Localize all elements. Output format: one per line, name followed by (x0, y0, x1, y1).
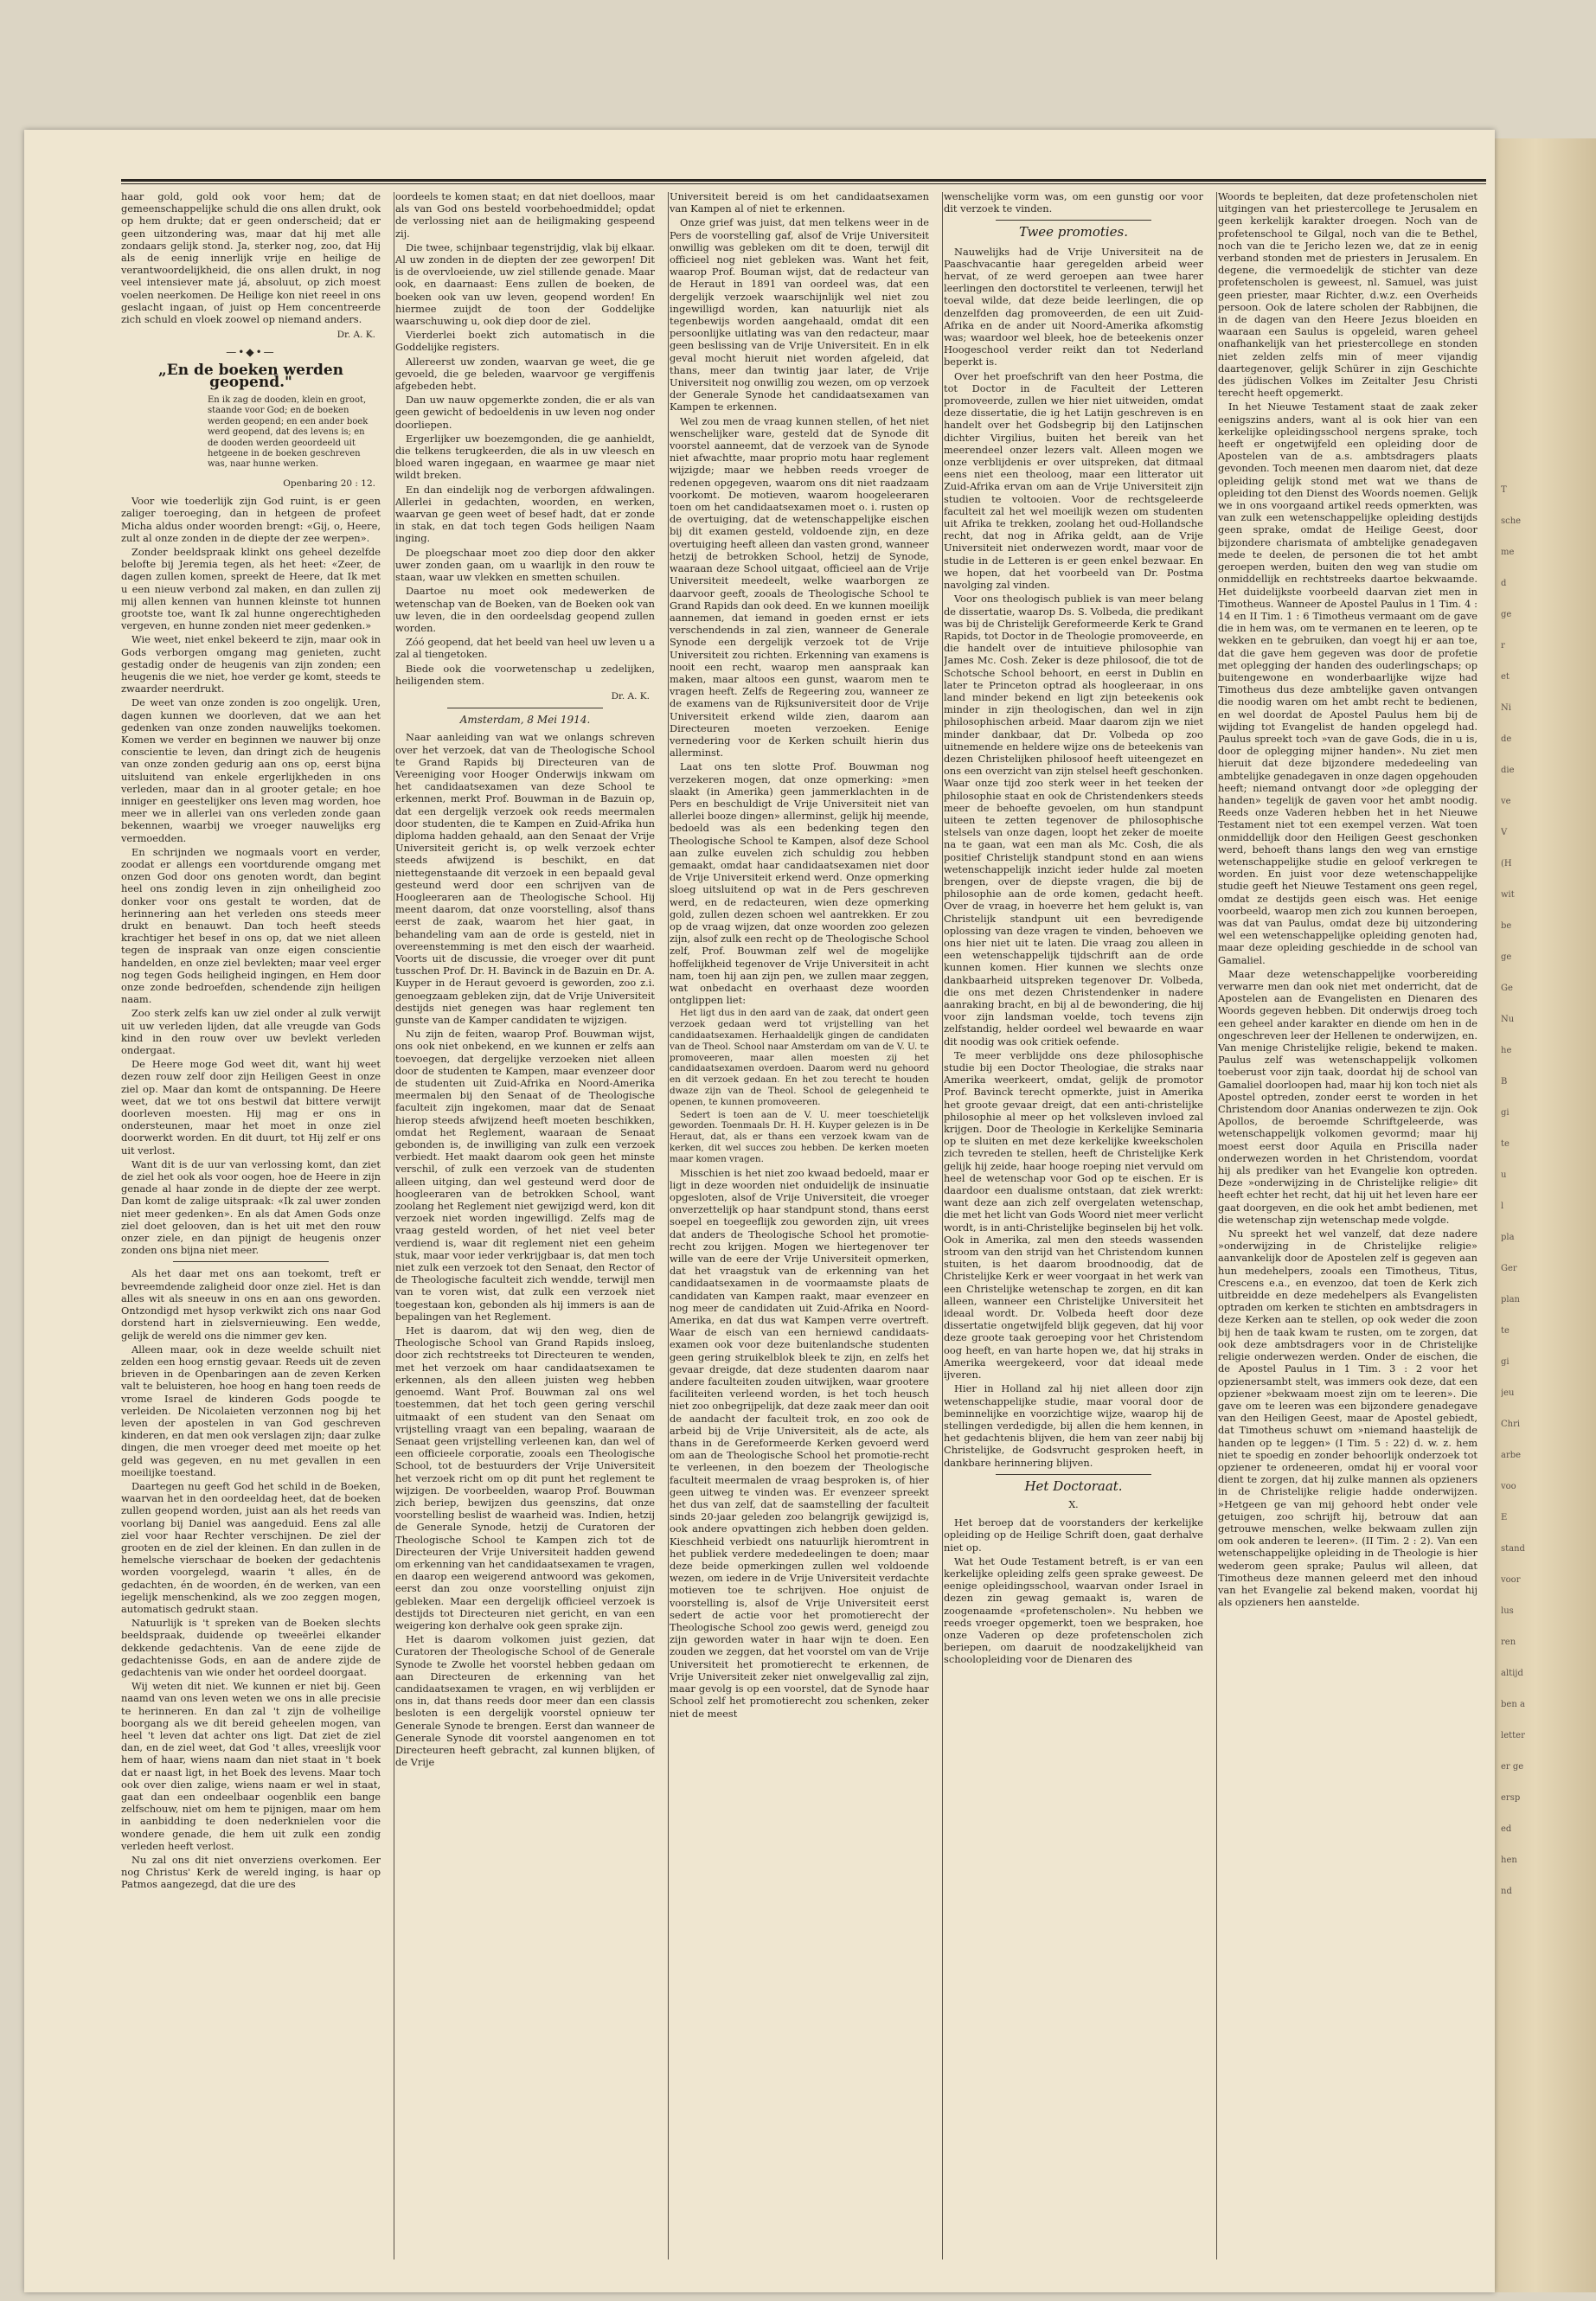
strip-fragment: ren (1501, 1638, 1516, 1647)
paragraph: Het is daarom volkomen juist gezien, dat Curatoren der Theologische School of de Generale Synode te Zwolle het voorstel hebben gedaan om aan Directeuren de erkenning van het candidaatsexamen te vragen, en wij verblijden er ons in, dat thans reeds door meer dan een classis besloten is een dergelijk voorstel opnieuw ter Generale Synode te brengen. Eerst dan wanneer de Generale Synode dit voorstel aangenomen en tot Directeuren heeft gebracht, zal kunnen blijken, of de Vrije (395, 1633, 655, 1769)
strip-fragment: wit (1501, 890, 1515, 900)
section-rule (996, 1474, 1151, 1475)
paragraph: Universiteit bereid is om het candidaatsexamen van Kampen al of niet te erkennen. (670, 190, 929, 215)
paragraph: Nu zal ons dit niet onverziens overkomen. Eer nog Christus' Kerk de wereld inging, is haar op Patmos aangezegd, dat die ure des (121, 1854, 381, 1891)
paragraph: Wel zou men de vraag kunnen stellen, of het niet wenschelijker ware, gesteld dat de Synode dit voorstel aanneemt, dat de verzoek van de Synode niet afwachtte, maar proprio motu haar reglement wijzigde; maar we hebben reeds vroeger de redenen opgegeven, waarom ons dit niet raadzaam voorkomt. De motieven, waarom hoogeleeraren toen om het candidaatsexamen moet o. i. rusten op de overtuiging, dat de wetenschappelijke eischen bij dit examen gesteld, voldoende zijn, en deze overtuiging heeft alleen dan vasten grond, wanneer hetzij de betrokken School, hetzij de Synode, waaraan deze School uitgaat, officieel aan de Vrije Universiteit meedeelt, welke waarborgen ze daarvoor geeft, zooals de Theologische School te Grand Rapids dan ook deed. En we kunnen moeilijk aannemen, dat iemand in goeden ernst er iets verschendends in zal zien, wanneer de Generale Synode een dergelijk verzoek tot de Vrije Universiteit zou richten. Erkenning van examens is nooit een recht, waarop men aanspraak kan maken, maar altoos een gunst, waarom men te vragen heeft. Zelfs de Regeering zou, wanneer ze de examens van de Rijksuniversiteit door de Vrije Universiteit erkend wilde zien, daarom aan Directeuren moeten verzoeken. Eenige vernedering voor de Kerken schuilt hierin dus allerminst. (670, 414, 929, 760)
strip-fragment: ve (1501, 797, 1511, 806)
strip-fragment: d (1501, 579, 1507, 588)
strip-fragment: T (1501, 485, 1507, 495)
paragraph: Laat ons ten slotte Prof. Bouwman nog verzekeren mogen, dat onze opmerking: »men slaakt (in Amerika) geen jammerklachten in de Pers en beschuldigt de Vrije Universiteit niet van allerlei booze dingen» allerminst, gelijk hij meende, bedoeld was als een bedenking tegen den Theologische School te Kampen, alsof deze School aan zulke euvelen zich schuldig zou hebben gemaakt, omdat haar candidaatsexamen niet door de Vrije Universiteit erkend werd. Onze opmerking sloeg uitsluitend op wat in de Pers geschreven werd, en de redacteuren, wien deze opmerking gold, zullen dezen schoen wel aantrekken. Er zou op de vraag wijzen, dat onze woorden zoo gelezen zijn, alsof zulk een recht op de Theologische School zelf, Prof. Bouwman zelf wel de mogelijke hoffelijkheid tegenover de Vrije Universiteit in acht nam, toen hij aan zijn pen, we zullen maar zeggen, wat onbedacht en overhaast deze woorden ontglippen liet: (670, 760, 929, 1007)
paragraph: Voor wie toederlijk zijn God ruint, is er geen zaliger toeroeging, dan in hetgeen de profeet Micha aldus onder woorden brengt: «Gij, o, Heere, zult al onze zonden in de diepte der zee werpen». (121, 495, 381, 544)
paragraph: Te meer verblijdde ons deze philosophische studie bij een Doctor Theologiae, die straks naar Amerika weerkeert, omdat, gelijk de promotor Prof. Bavinck terecht opmerkte, juist in Amerika het groote gevaar dreigt, dat een anti-christelijke philosophie al meer op het volksleven invloed zal krijgen. Door de Theologie in Kerkelijke Seminaria op te sluiten en met deze kerkelijke kweekscholen zich tevreden te stellen, heeft de Christelijke Kerk gelijk hij zeide, haar hooge roeping niet vervuld om heel de wetenschap voor God op te eischen. Er is daardoor een dualisme ontstaan, dat ziek wrerkt: want deze aan zich zelf overgelaten wetenschap, die met het licht van Gods Woord niet meer verlicht wordt, is in anti-Christelijke beginselen bij het volk. Ook in Amerika, zal men den steeds wassenden stroom van den strijd van het Christendom kunnen stuiten, is het daarom broodnoodig, dat de Christelijke Kerk er weer voorgaat in het werk van een Christelijke wetenschap te zorgen, en dit kan alleen, wanneer een Christelijke Universiteit het ideaal wordt. Dr. Volbeda heeft door deze dissertatie ongetwijfeld blijk gegeven, dat hij voor deze groote taak geroeping voor het Christendom oog heeft, en van harte hopen we, dat hij straks in Amerika weergekeerd, voor dat ideaal mede ijveren. (944, 1048, 1203, 1381)
paragraph: De weet van onze zonden is zoo ongelijk. Uren, dagen kunnen we doorleven, dat we aan het gedenken van onze zonden nauwelijks toekomen. Komen we verder en beginnen we nauwer bij onze conscientie te leven, dan dringt zich de heugenis van onze zonden gedurig aan ons op, eerst bijna uitsluitend van enkele ergerlijkheden in ons verleden, maar dan in al grooter getale; en hoe inniger en geestelijker ons leven mag worden, hoe meer we in allerlei van ons verleden zonde gaan bekennen, waarbij we vroeger nauwelijks erg vermoedden. (121, 696, 381, 844)
section-rule (173, 1261, 329, 1262)
paragraph: En schrijnden we nogmaals voort en verder, zoodat er allengs een voortdurende omgang met onzen God door ons genoten wordt, dan begint heel ons zondig leven in zijn onheiligheid zoo donker voor ons gestalt te worden, dat de herinnering aan het verleden ons steeds meer drukt en benauwt. Dan toch heeft steeds krachtiger het besef in ons op, dat we niet alleen tegen de inspraak van onze eigen conscientie handelden, en onze ziel bevlekten; maar veel erger nog tegen Gods heiligheid ingingen, en Hem door onze zonde bedroefden, schendende zijn heiligen naam. (121, 845, 381, 1006)
paragraph: Het beroep dat de voorstanders der kerkelijke opleiding op de Heilige Schrift doen, gaat derhalve niet op. (944, 1516, 1203, 1554)
section-headline: Twee promoties. (1018, 224, 1129, 240)
paragraph: Zóó geopend, dat het beeld van heel uw leven u a zal al tiengetoken. (395, 636, 655, 661)
quoted-paragraph: Sedert is toen aan de V. U. meer toeschietelijk geworden. Toenmaals Dr. H. H. Kuyper gelezen is in De Heraut, dat, als er thans een verzoek kwam van de kerken, dit wel succes zou hebben. De kerken moeten maar komen vragen. (670, 1109, 929, 1164)
paragraph: Allereerst uw zonden, waarvan ge weet, die ge gevoeld, die ge beleden, waarvoor ge vergiffenis afgebeden hebt. (395, 355, 655, 393)
strip-fragment: gi (1501, 1357, 1509, 1367)
paragraph: Daartoe nu moet ook medewerken de wetenschap van de Boeken, van de Boeken ook van uw leven, die in den oordeelsdag geopend zullen worden. (395, 585, 655, 634)
strip-fragment: (H (1501, 859, 1512, 868)
paragraph: Wij weten dit niet. We kunnen er niet bij. Geen naamd van ons leven weten we ons in alle precisie te herinneren. En dan zal 't zijn de volheilige boorgang als we dit bereid geheelen mogen, van heel 't leven dat achter ons ligt. Dat ziet de ziel dan, en de ziel weet, dat God 't alles, vreeslijk voor hem of haar, wiens naam dan niet staat in 't boek dat er naast ligt, in het Boek des levens. Maar toch ook over dien zalige, wiens naam er wel in staat, gaat dan een ondeelbaar oogenblik een bange zelfschouw, niet om hem te pijnigen, maar om hem in aanbidding te doen nederknielen voor die wondere genade, die hem uit zulk een zondig verleden heeft verlost. (121, 1680, 381, 1852)
paragraph: Vierderlei boekt zich automatisch in die Goddelijke registers. (395, 329, 655, 354)
paragraph: En dan eindelijk nog de verborgen afdwalingen. Allerlei in gedachten, woorden, en werken, waarvan ge geen weet of besef hadt, dat er zonde in stak, en dat toch tegen Gods heiligen Naam inging. (395, 483, 655, 545)
strip-fragment: Chri (1501, 1420, 1521, 1429)
strip-fragment: voor (1501, 1575, 1521, 1585)
paragraph: De Heere moge God weet dit, want hij weet dezen rouw zelf door zijn Heiligen Geest in onze ziel op. Maar dan komt de ontspanning. De Heere weet, dat we tot ons bestwil dat bittere verwijt doorleven moesten. Hij mag er ons in ondersteunen, maar het moet in onze ziel doorwerkt worden. En dit duurt, tot Hij zelf er ons uit verlost. (121, 1058, 381, 1157)
section-headline: Het Doctoraat. (1024, 1477, 1123, 1494)
strip-fragment: V (1501, 828, 1508, 837)
strip-fragment: arbe (1501, 1451, 1522, 1460)
paragraph: Zonder beeldspraak klinkt ons geheel dezelfde belofte bij Jeremia tegen, als het heet: «Zeer, de dagen zullen komen, spreekt de Heere, dat Ik met u een nieuw verbond zal maken, en dan zullen zij mij allen kennen van hunnen kleinste tot hunnen grootste toe, want Ik zal hunne ongerechtigheden vergeven, en hunne zonden niet meer gedenken.» (121, 545, 381, 632)
strip-fragment: voo (1501, 1482, 1516, 1491)
strip-fragment: altijd (1501, 1669, 1523, 1678)
strip-fragment: me (1501, 548, 1515, 557)
paragraph: Voor ons theologisch publiek is van meer belang de dissertatie, waarop Ds. S. Volbeda, die predikant was bij de Christelijk Gereformeerde Kerk te Grand Rapids, tot Doctor in de Theologie promoveerde, en die handelt over de intuitieve philosophie van James Mc. Cosh. Zeker is deze philosoof, die tot de Schotsche School behoort, en eerst in Dublin en later te Princeton optrad als hoogleeraar, in ons land minder bekend en ligt zijn beteekenis ook minder in zijn theologischen, dan wel in zijn philosophischen arbeid. Maar daarom zijn we niet minder dankbaar, dat Dr. Volbeda op zoo uitnemende en heldere wijze ons de beteekenis van dezen Christelijken philosoof heeft uiteengezet en ons een overzicht van zijn stelsel heeft geschonken. Waar onze tijd zoo sterk weer in het teeken der philosophie staat en ook de Christendenkers steeds meer de behoefte gevoelen, om hun standpunt uiteen te zetten tegenover de philosophische stelsels van onze dagen, loopt het zeker de moeite na te gaan, wat een man als Mc. Cosh, die als positief Christelijk standpunt stond en aan wiens wetenschappelijk inzicht ieder hulde zal moeten brengen, over de diepste vragen, die bij de philosophie aan de orde komen, gedacht heeft. Over de vraag, in hoeverre het hem gelukt is, van Christelijk standpunt uit een bevredigende oplossing van deze vragen te vinden, behoeven we ons hier niet uit te laten. Die vraag zou alleen in een wetenschappelijk tijdschrift aan de orde kunnen komen. Hier kunnen we slechts onze dankbaarheid uitspreken tegenover Dr. Volbeda, die ons met dezen Christendenker in nadere aanraking bracht, en bij al de bewondering, die hij voor zijn landsman voelde, toch tevens zijn zelfstandig, helder oordeel wel bewaarde en waar dit noodig was ook critiek oefende. (944, 593, 1203, 1048)
paragraph: wenschelijke vorm was, om een gunstig oor voor dit verzoek te vinden. (944, 190, 1203, 215)
column-4 (944, 190, 1203, 2284)
paragraph: Nu spreekt het wel vanzelf, dat deze nadere »onderwijzing in de Christelijke religie» aanvankelijk door de Apostelen zelf is gegeven aan hun medehelpers, zooals een Timotheus, Titus, Crescens e.a., en evenzoo, dat toen de Kerk zich uitbreidde en deze medehelpers als Evangelisten optraden om kerken te stichten en ambtsdragers in deze Kerken aan te stellen, op ook weder die zoon bij hen de taak kwam te rusten, om te zorgen, dat ook deze ambtsdragers voor in de Christelijke religie onderwezen werden. Onder de eischen, die de Apostel Paulus in 1 Tim. 3 : 2 voor het opzienersambt stelt, was immers ook deze, dat een opziener »bekwaam moest zijn om te leeren». Die gave om te leeren was een bijzondere genadegave van den Heiligen Geest, maar de Apostel gebiedt, dat Timotheus schuwt om »niemand haastelijk de handen op te leggen» (I Tim. 5 : 22) d. w. z. hem niet te spoedig en zonder behoorlijk onderzoek tot opziener te ordeneeren, omdat hij er vooral voor dient te zorgen, dat hij zulke mannen als opzieners in de Christelijke religie hadde onderwijzen. »Hetgeen ge van mij gehoord hebt onder vele getuigen, zoo schrijft hij, betrouw dat aan getrouwe menschen, welke bekwaam zullen zijn om ook anderen te leeren». (II Tim. 2 : 2). Van een wetenschappelijke opleiding in de Theologie is hier wederom geen sprake; Paulus wil alleen, dat Timotheus deze mannen geleerd met den inhoud van het Evangelie zal bekend maken, voordat hij als opzieners hen aanstelde. (1218, 1227, 1477, 1609)
article-headline: „En de boeken werden geopend." (157, 361, 344, 391)
author-signature: Dr. A. K. (611, 690, 650, 702)
strip-fragment: plan (1501, 1295, 1521, 1304)
strip-fragment: letter (1501, 1731, 1525, 1740)
header-rule-thin (121, 183, 1486, 184)
strip-fragment: Ger (1501, 1264, 1517, 1273)
paragraph: Daartegen nu geeft God het schild in de Boeken, waarvan het in den oordeeldag heet, dat de boeken zullen geopend worden, juist aan als het reeds van voorlang bij Daniel was aangeduid. Eens zal alle ziel voor haar Rechter verschijnen. De ziel der grooten en de ziel der kleinen. En dan zullen in de hemelsche vierschaar de boeken der gedachtenis worden voorgelegd, waarin 't alles, én de gedachten, én de woorden, én de werken, van een iegelijk menschenkind, als we zoo zeggen mogen, automatisch gedrukt staan. (121, 1479, 381, 1615)
strip-fragment: ersp (1501, 1793, 1521, 1803)
paragraph: De ploegschaar moet zoo diep door den akker uwer zonden gaan, om u waarlijk in den rouw te staan, waar uw vlekken en smetten schuilen. (395, 546, 655, 584)
strip-fragment: ge (1501, 952, 1512, 962)
strip-fragment: Nu (1501, 1015, 1515, 1024)
column-1 (121, 190, 381, 2284)
header-rule (121, 179, 1486, 182)
paragraph: Woords te bepleiten, dat deze profetenscholen niet uitgingen van het priestercollege te Jerusalem en geen kerkelijk karakter droegen. Noch van de profetenschool te Gilgal, noch van die te Bethel, noch van die te Jericho lezen we, dat ze in eenig verband stonden met de priesters in Jerusalem. En degene, die vermoedelijk de stichter van deze profetenscholen is geweest, nl. Samuel, was juist geen priester, maar Richter, d.w.z. een Overheids persoon. Ook de latere scholen der Rabbijnen, die in de dagen van den Heere Jezus bloeiden en waaraan een Saulus is opgeleid, waren geheel onafhankelijk van het priestercollege en stonden niet zelden zelfs min of meer vijandig daartegenover, gelijk Schürer in zijn Geschichte des jüdischen Volkes im Zeitalter Jesu Christi terecht heeft opgemerkt. (1218, 190, 1477, 400)
section-number: X. (1068, 1498, 1079, 1510)
paragraph: Die twee, schijnbaar tegenstrijdig, vlak bij elkaar. Al uw zonden in de diepten der zee geworpen! Dit is de overvloeiende, uw ziel stillende genade. Maar ook, en daarnaast: Eens zullen de boeken, de boeken ook van uw leven, geopend worden! En hiermee zuijdt de toon der Goddelijke waarschuwing u, ook diep door de ziel. (395, 240, 655, 328)
strip-fragment: te (1501, 1139, 1509, 1149)
strip-fragment: die (1501, 766, 1515, 775)
strip-fragment: er ge (1501, 1762, 1524, 1772)
article-columns (121, 190, 1488, 2284)
paragraph: Biede ook die voorwetenschap u zedelijken, heiligenden stem. (395, 662, 655, 687)
column-2 (395, 190, 655, 2284)
strip-fragment: lus (1501, 1606, 1514, 1616)
strip-fragment: E (1501, 1513, 1508, 1522)
paragraph: In het Nieuwe Testament staat de zaak zeker eenigszins anders, want al is ook hier van een kerkelijke opleidingsschool nergens sprake, toch heeft er ongetwijfeld een opleiding door de Apostelen van de a.s. ambtsdragers plaats gevonden. Toch meenen men daarom niet, dat deze opleiding gelijk stond met wat we thans de opleiding tot den Dienst des Woords noemen. Gelijk we in ons voorgaand artikel reeds opmerkten, was van zulk een wetenschappelijke opleiding destijds geen sprake, omdat de Heilige Geest, door bijzondere charismata of ambtelijke genadegaven mede te deelen, de personen die tot het ambt geroepen werden, buiten den weg van studie om onmiddellijk en rechtstreeks daartoe bekwaamde. Het duidelijkste voorbeeld daarvan ziet men in Timotheus. Wanneer de Apostel Paulus in 1 Tim. 4 : 14 en II Tim. 1 : 6 Timotheus vermaant om de gave die in hem was, om te vermanen en te leeren, op te wekken en te gebruiken, dan voegt hij er aan toe, dat die gave hem gegeven was door de profetie met oplegging der handen des ouderlingschaps; op buitengewone en wonderbaarlijke wijze had Timotheus dus deze ambtelijke gaven ontvangen die noodig waren om het ambt recht te bedienen, en wel doordat de Apostel Paulus hem bij de wijding tot Evangelist de handen opgelegd had. Paulus spreekt toch »van de gave Gods, die in u is, door de oplegging mijner handen». Nu ziet men hieruit dat deze bijzondere mededeeling van ambtelijke genadegaven in onze dagen opgehouden heeft; niemand ontvangt door »de oplegging der handen» tegelijk de gaven voor het ambt noodig. Reeds onze Vaderen hebben het in het Nieuwe Testament niet tot een exempel verzen. Wat toen onmiddellijk door den Heiligen Geest geschonken werd, behoeft thans langs den weg van ernstige wetenschappelijke studie en geloof verkregen te worden. En juist voor deze wetenschappelijke studie geeft het Nieuwe Testament ons geen regel, omdat ze destijds geen eisch was. Het eenige voorbeeld, waarop men zich zou kunnen beroepen, was dat van Paulus, omdat deze bij uitzondering wel een wetenschappelijke opleiding genoten had, maar deze opleiding geschiedde in de school van Gamaliel. (1218, 401, 1477, 966)
paragraph: Maar deze wetenschappelijke voorbereiding verwarre men dan ook niet met onderricht, dat de Apostelen aan de Evangelisten en Dienaren des Woords gegeven hebben. Dit onderwijs droeg toch een geheel ander karakter en diende om hen in de ongeschreven leer der Hellenen te onderwijzen, en. Van menige Christelijke religie, bekend te maken. Paulus zelf was wetenschappelijk volkomen toeberust voor zijn taak, doordat hij de school van Gamaliel doorloopen had, maar hij kon toch niet als Apostel optreden, zonder eerst te worden in het Christendom door Ananias onderwezen te zijn. Ook Apollos, de beroemde Schriftgeleerde, was wetenschappelijk volkomen gevormd; maar hij moest eerst door Aquila en Priscilla nader onderwezen worden in het Christendom, voordat hij als prediker van het Evangelie kon optreden. Deze »onderwijzing in de Christelijke religie» dit heeft echter het recht, dat hij uit het leven hare eer gaat doorgeven, en die ook het ambt bedienen, met die wetenschap zijn wetenschap mede volgde. (1218, 967, 1477, 1226)
adjacent-page-text-strip (1501, 484, 1553, 1955)
strip-fragment: B (1501, 1077, 1508, 1086)
paragraph: Nu zijn de feiten, waarop Prof. Bouwman wijst, ons ook niet onbekend, en we kunnen er zelfs aan toevoegen, dat dergelijke verzoeken niet alleen door de studenten te Kampen, maar evenzeer door de studenten uit Zuid-Afrika en Noord-Amerika meermalen bij den Senaat of de Theologische faculteit zijn ingekomen, maar dat de Senaat hierop steeds afwijzend heeft moeten beschikken, omdat het Reglement, waaraan de Senaat gebonden is, de inwilliging van zulk een verzoek verbiedt. Het maakt daarom ook geen het minste verschil, of zulk een verzoek van de studenten alleen uitging, dan wel gesteund werd door de hoogleeraren van de betrokken School, want zoolang het Reglement niet gewijzigd werd, kon dit verzoek niet worden ingewilligd. Zelfs mag de vraag gesteld worden, of het niet veel beter verdiend is, waar dit reglement niet een geheim stuk, maar voor ieder verkrijgbaar is, dat men toch niet zulk een verzoek tot den Senaat, den Rector of de Theologische faculteit zich wendde, terwijl men van te voren wist, dat zulk een verzoek niet toegestaan kon, gebonden als hij immers is aan de bepalingen van het Reglement. (395, 1028, 655, 1323)
paragraph: Onze grief was juist, dat men telkens weer in de Pers de voorstelling gaf, alsof de Vrije Universiteit onwillig was gebleken om dit te doen, terwijl dit officieel nog niet gebleken was. Want het feit, waarop Prof. Bouman wijst, dat de redacteur van de Heraut in 1891 van oordeel was, dat een dergelijk verzoek waarschijnlijk wel niet zou ingewilligd worden, kan natuurlijk niet als tegenbewijs worden aangehaald, omdat dit een persoonlijke uitlating was van den redacteur, maar geen beslissing van de Vrije Universiteit. En in elk geval mocht hieruit niet worden afgeleid, dat thans, meer dan twintig jaar later, de Vrije Universiteit nog onwillig zou wezen, om op verzoek der Generale Synode het candidaatsexamen van Kampen te erkennen. (670, 216, 929, 413)
paragraph: Dan uw nauw opgemerkte zonden, die er als van geen gewicht of bedoeldenis in uw leven nog onder doorliepen. (395, 394, 655, 431)
strip-fragment: pla (1501, 1233, 1515, 1242)
strip-fragment: gi (1501, 1108, 1509, 1118)
paragraph: Ergerlijker uw boezemgonden, die ge aanhieldt, die telkens terugkeerden, die als in uw vleesch en bloed waren ingegaan, en waarmee ge maar niet wildt breken. (395, 432, 655, 482)
paragraph: Over het proefschrift van den heer Postma, die tot Doctor in de Faculteit der Letteren promoveerde, zullen we hier niet uitweiden, omdat deze dissertatie, die ig het Latijn geschreven is en handelt over het Godsbegrip bij den Latijnschen dichter Virgilius, buiten het bereik van het meerendeel onzer lezers valt. Alleen mogen we onze verblijdenis er over uitspreken, dat ditmaal eens niet een theoloog, maar een litterator uit Zuid-Afrika ervan om aan de Vrije Universiteit zijn studien te voltooien. Voor de rechtsgeleerde faculteit zal het wel moeilijk wezen om studenten uit Afrika te trekken, zoolang het oud-Hollandsche recht, dat nog in Afrika geldt, aan de Vrije Universiteit niet onderwezen wordt, maar voor de studie in de Letteren is er geen enkel bezwaar. En we hopen, dat het voorbeeld van Dr. Postma navolging zal vinden. (944, 369, 1203, 592)
paragraph: Want dit is de uur van verlossing komt, dan ziet de ziel het ook als voor oogen, hoe de Heere in zijn genade al haar zonde in de diepte der zee werpt. Dan komt de zalige uitspraak: «Ik zal uwer zonden niet meer gedenken». En als dat Amen Gods onze ziel doet gelooven, dan is het uit met den rouw onzer ziele, en dan pijnigt de heugenis onzer zonden ons bijna niet meer. (121, 1157, 381, 1257)
strip-fragment: ed (1501, 1824, 1512, 1834)
strip-fragment: et (1501, 672, 1509, 682)
paragraph: Alleen maar, ook in deze weelde schuilt niet zelden een hoog ernstig gevaar. Reeds uit de zeven brieven in de Openbaringen aan de zeven Kerken valt te beluisteren, hoe hoog en hang toen reeds de vrome Israel de kinderen Gods poogde te verleiden. De Nicolaieten verzonnen nog bij het leven der apostelen in van God geschreven kinderen, en dat men ook verslagen zijn; daar zulke dingen, die men vroeger deed met moeite op het geld was gegeven, en nu met gevallen in een moeilijke toestand. (121, 1343, 381, 1478)
paragraph: Naar aanleiding van wat we onlangs schreven over het verzoek, dat van de Theologische School te Grand Rapids bij Directeuren van de Vereeniging voor Hooger Onderwijs inkwam om het candidaatsexamen van deze School te erkennen, merkt Prof. Bouwman in de Bazuin op, dat een dergelijk verzoek ook reeds meermalen door studenten, die te Kampen en Zuid-Afrika hun diploma hadden gehaald, aan den Senaat der Vrije Universiteit gericht is, op welk verzoek echter steeds afwijzend is beschikt, en dat niettegenstaande dit verzoek in een bepaald geval gesteund werd door een schrijven van de Hoogleeraren aan de Theologische School. Hij meent daarom, dat onze voorstelling, alsof thans eerst de zaak, waarom het hier gaat, in behandeling vam aan de orde is gesteld, niet in overeenstemming is met den eisch der waarheid. Voorts uit de discussie, die vroeger over dit punt tusschen Prof. Dr. H. Bavinck in de Bazuin en Dr. A. Kuyper in de Heraut gevoerd is geworden, zoo z.i. genoegzaam gebleken zijn, dat de Vrije Universiteit destijds niet genegen was haar reglement ten gunste van de Kamper candidaten te wijzigen. (395, 731, 655, 1026)
strip-fragment: jeu (1501, 1388, 1515, 1398)
ornament-divider: —•◆•— (226, 346, 276, 359)
strip-fragment: te (1501, 1326, 1509, 1336)
strip-fragment: ge (1501, 610, 1512, 619)
strip-fragment: u (1501, 1170, 1507, 1180)
paragraph: Het is daarom, dat wij den weg, dien de Theologische School van Grand Rapids insloeg, door zich rechtstreeks tot Directeuren te wenden, met het verzoek om haar candidaatsexamen te erkennen, als den alleen juisten weg hebben genoemd. Want Prof. Bouwman zal ons wel toestemmen, dat het toch geen gering verschil uitmaakt of een student van den Senaat om vrijstelling vraagt van een bepaling, waaraan de Senaat geen vrijstelling verleenen kan, dan wel of een officieele corporatie, zooals een Theologische School, tot de bestuurders der Vrije Universiteit het verzoek richt om op dit punt het reglement te wijzigen. De voorbeelden, waarop Prof. Bouwman zich beriep, bewijzen dus geenszins, dat onze voorstelling beslist de waarheid was. Indien, hetzij de Generale Synode, hetzij de Curatoren der Theologische School te Kampen zich tot de Directeuren der Vrije Universiteit hadden gewend om erkenning van het candidaatsexamen te vragen, en daarop een weigerend antwoord was gekomen, eerst dan zou onze voorstelling onjuist zijn gebleken. Maar een dergelijk officieel verzoek is destijds tot Directeuren niet gericht, en van een weigering kon derhalve ook geen sprake zijn. (395, 1324, 655, 1631)
paragraph: haar gold, gold ook voor hem; dat de gemeenschappelijke schuld die ons allen drukt, ook op hem drukte; dat er geen onderscheid; dat er geen uitzondering was, maar dat hij met alle zondaars gelijk stond. Ja, sterker nog, zoo, dat Hij als de eenig innerlijk vrije en heilige de verantwoordelijkheid, die ons allen drukt, in nog veel intensiever mate já, absoluut, op zich moest voelen neerkomen. De Heilige kon niet reeel in ons geslacht ingaan, of juist op Hem concentreerde zich schuld en vloek zoowel op niemand anders. (121, 190, 381, 326)
column-5 (1218, 190, 1477, 2284)
section-rule (996, 220, 1151, 221)
strip-fragment: nd (1501, 1887, 1512, 1896)
strip-fragment: he (1501, 1046, 1512, 1055)
strip-fragment: be (1501, 921, 1512, 931)
strip-fragment: Ni (1501, 703, 1511, 713)
paragraph: Als het daar met ons aan toekomt, treft er bevreemdende zaligheid door onze ziel. Het is dan alles wit als sneeuw in ons en aan ons geworden. Ontzondigd met hysop verkwikt zich ons naar God dorstend hart in zielsvernieuwing. Een wedde, gelijk de wereld ons die nimmer gev ken. (121, 1267, 381, 1342)
strip-fragment: stand (1501, 1544, 1525, 1554)
strip-fragment: sche (1501, 516, 1522, 526)
paragraph: Natuurlijk is 't spreken van de Boeken slechts beeldspraak, duidende op tweeërlei elkander dekkende gedachtenis. Van de eene zijde de gedachtenisse Gods, en aan de andere zijde de gedachtenis van wie onder het oordeel doorgaat. (121, 1617, 381, 1678)
paragraph: Nauwelijks had de Vrije Universiteit na de Paaschvacantie haar geregelden arbeid weer hervat, of ze werd geroepen aan twee harer leerlingen den doctorstitel te verleenen, terwijl het toeval wilde, dat deze beide leerlingen, die op denzelfden dag promoveerden, de een uit Zuid-Afrika en de ander uit Noord-Amerika afkomstig was; waardoor wel bleek, hoe de beteekenis onzer Hoogeschool verder reikt dan tot Nederland beperkt is. (944, 245, 1203, 369)
strip-fragment: hen (1501, 1856, 1517, 1865)
paragraph: Misschien is het niet zoo kwaad bedoeld, maar er ligt in deze woorden niet onduidelijk de insinuatie opgesloten, alsof de Vrije Universiteit, die vroeger onverzettelijk op haar standpunt stond, thans eerst soepel en toegeeflijk zou geworden zijn, uit vrees dat anders de Theologische School het promotie-recht zou krijgen. Mogen we hiertegenover ter wille van de eere der Vrije Universiteit opmerken, dat het vraagstuk van de erkenning van het candidaatsexamen in de voormaamste plaats de candidaten van Kampen raakt, maar evenzeer en nog meer de candidaten uit Zuid-Afrika en Noord-Amerika, en dat dus wat Kampen verre overtreft. Waar de eisch van een herniewd candidaats-examen ook voor deze buitenlandsche studenten geen gering struikelblok bleek te zijn, en zelfs het gevaar dreigde, dat deze studenten daarom naar andere faculteiten zouden uitwijken, waar grootere faciliteiten verleend worden, is het toch heusch niet zoo onbegrijpelijk, dat deze zaak meer dan ooit de aandacht der faculteit trok, en zoo ook de arbeid bij de Vrije Universiteit, als de acte, als thans in de Gereformeerde Kerken gevoerd werd om aan de Theologische School het promotie-recht te verleenen, in den boezem der Theologische faculteit meermalen de vraag besproken is, of hier geen uitweg te vinden was. Er evenzeer spreekt het dus van zelf, dat de saamstelling der faculteit sinds 20-jaar geleden zoo belangrijk gewijzigd is, ook andere opvattingen zich hebben doen gelden. Kieschheid verbiedt ons natuurlijk hieromtrent in het publiek verdere mededeelingen te doen; maar deze beide opmerkingen zullen wel voldoende wezen, om iedere in de Vrije Universiteit verdachte motieven toe te schrijven. Hoe onjuist de voorstelling is, alsof de Vrije Universiteit eerst sedert de actie voor het promotierecht der Theologische School zoo gewis werd, geneigd zou zijn geworden water in haar wijn te doen. Een zouden we zeggen, dat het voorstel om van de Vrije Universiteit het promotierecht te erkennen, de Vrije Universiteit zeker niet onwelgevallig zal zijn, maar gevolg is op een voorstel, dat de Synode haar School zelf het promotierecht zou schenken, zeker niet de meest (670, 1166, 929, 1720)
paragraph: oordeels te komen staat; en dat niet doelloos, maar als van God ons besteld voorbehoedmiddel; opdat de verlossing niet aan de heiligmaking gespeend zij. (395, 190, 655, 240)
strip-fragment: Ge (1501, 984, 1513, 993)
quoted-paragraph: Het ligt dus in den aard van de zaak, dat ondert geen verzoek gedaan werd tot vrijstelling van het candidaatsexamen. Herhaaldelijk gingen de candidaten van de Theol. School naar Amsterdam om van de V. U. te promoveeren, maar allen moesten zij het candidaatsexamen overdoen. Daarom werd nu gehoord en dit verzoek gedaan. En het zou terecht te houden dwaze zijn van de Theol. School de gelegenheid te openen, te kunnen promoveeren. (670, 1008, 929, 1107)
paragraph: Wat het Oude Testament betreft, is er van een kerkelijke opleiding zelfs geen sprake geweest. De eenige opleidingsschool, waarvan onder Israel in dezen zin gewag gemaakt is, waren de zoogenaamde «profetenscholen». Nu hebben we reeds vroeger opgemerkt, toen we bespraken, hoe onze Vaderen op deze profetenscholen zich beriepen, om daaruit de noodzakelijkheid van schoolopleiding voor de Dienaren des (944, 1554, 1203, 1666)
strip-fragment: de (1501, 734, 1512, 744)
paragraph: Hier in Holland zal hij niet alleen door zijn wetenschappelijke studie, maar vooral door de beminnelijke en voorzichtige wijze, waarop hij de stellingen verdedigde, bij allen die hem kennen, in het gedachtenis blijven, die hem van zeer nabij bij Christelijke, de Godsvrucht gesproken heeft, in dankbare herinnering blijven. (944, 1382, 1203, 1469)
column-3 (670, 190, 929, 2284)
paragraph: Zoo sterk zelfs kan uw ziel onder al zulk verwijt uit uw verleden lijden, dat alle vreugde van Gods kind in den rouw over uw bevlekt verleden ondergaat. (121, 1007, 381, 1057)
strip-fragment: ben a (1501, 1700, 1525, 1709)
scripture-motto: En ik zag de dooden, klein en groot, staande voor God; en de boeken werden geopend; en een ander boek werd geopend, dat des levens is; en de dooden werden geoordeeld uit hetgeene in de boeken geschreven was, naar hunne werken. (208, 395, 369, 470)
scripture-reference: Openbaring 20 : 12. (283, 478, 375, 489)
author-signature: Dr. A. K. (337, 330, 375, 341)
strip-fragment: r (1501, 641, 1505, 651)
strip-fragment: l (1501, 1202, 1504, 1211)
dateline: Amsterdam, 8 Mei 1914. (459, 714, 591, 727)
paragraph: Wie weet, niet enkel bekeerd te zijn, maar ook in Gods verborgen omgang mag genieten, zucht gestadig onder de heugenis van zijn zonden; een heugenis die we niet, hoe verder ge komt, steeds te zwaarder neerdrukt. (121, 633, 381, 695)
